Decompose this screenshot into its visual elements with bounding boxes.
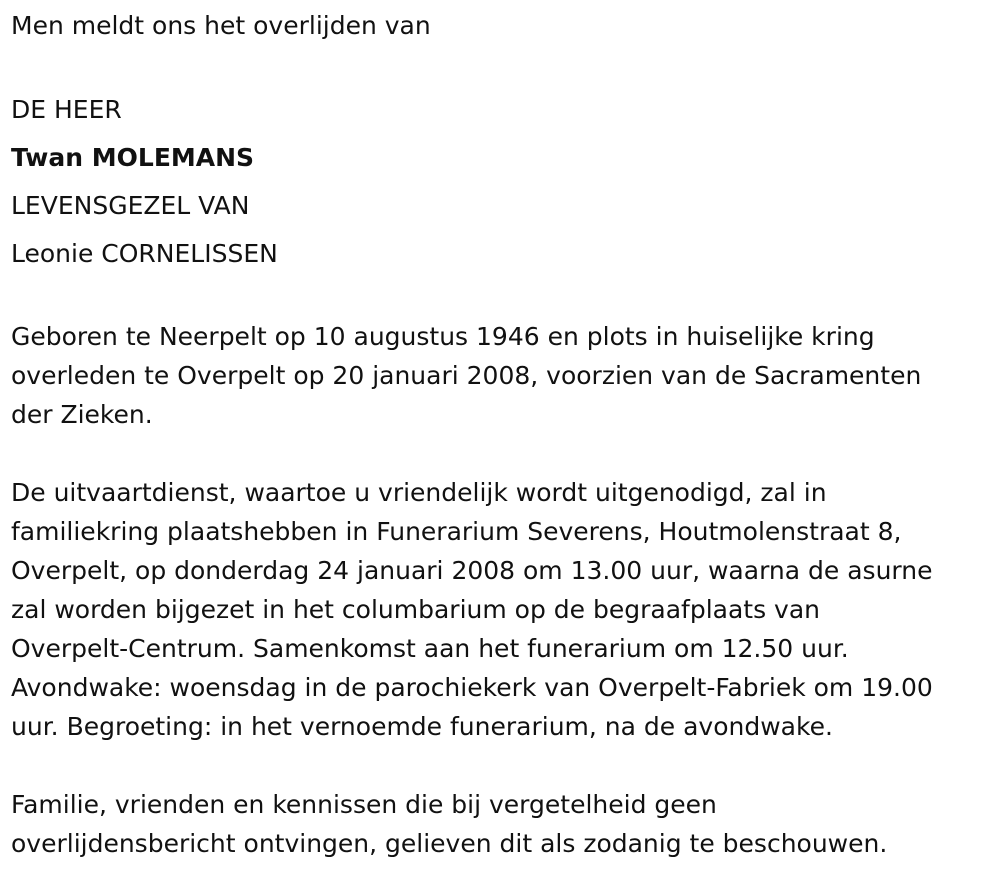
birth-death-paragraph	[11, 317, 996, 434]
intro-text: Men meldt ons het overlijden van	[11, 11, 431, 40]
paragraph-line: Overpelt, op donderdag 24 januari 2008 om 13.00 uur, waarna de asurne	[11, 556, 933, 585]
death-notice	[11, 0, 996, 863]
paragraph-line: Overpelt-Centrum. Samenkomst aan het funerarium om 12.50 uur.	[11, 634, 849, 663]
paragraph-line: der Zieken.	[11, 400, 153, 429]
paragraph-line: overlijdensbericht ontvingen, gelieven dit als zodanig te beschouwen.	[11, 829, 888, 858]
honorific-title: DE HEER	[11, 95, 122, 124]
deceased-name: Twan MOLEMANS	[11, 143, 255, 172]
paragraph-line: Geboren te Neerpelt op 10 augustus 1946 en plots in huiselijke kring	[11, 322, 875, 351]
paragraph-line: familiekring plaatshebben in Funerarium Severens, Houtmolenstraat 8,	[11, 517, 902, 546]
funeral-paragraph	[11, 473, 996, 746]
paragraph-line: De uitvaartdienst, waartoe u vriendelijk wordt uitgenodigd, zal in	[11, 478, 827, 507]
paragraph-line: uur. Begroeting: in het vernoemde funerarium, na de avondwake.	[11, 712, 833, 741]
partner-name: Leonie CORNELISSEN	[11, 239, 278, 268]
paragraph-line: overleden te Overpelt op 20 januari 2008, voorzien van de Sacramenten	[11, 361, 922, 390]
relation-label: LEVENSGEZEL VAN	[11, 191, 250, 220]
paragraph-line: Familie, vrienden en kennissen die bij vergetelheid geen	[11, 790, 717, 819]
paragraph-line: Avondwake: woensdag in de parochiekerk van Overpelt-Fabriek om 19.00	[11, 673, 933, 702]
paragraph-line: zal worden bijgezet in het columbarium op de begraafplaats van	[11, 595, 821, 624]
closing-paragraph	[11, 785, 996, 863]
name-block	[11, 86, 996, 278]
